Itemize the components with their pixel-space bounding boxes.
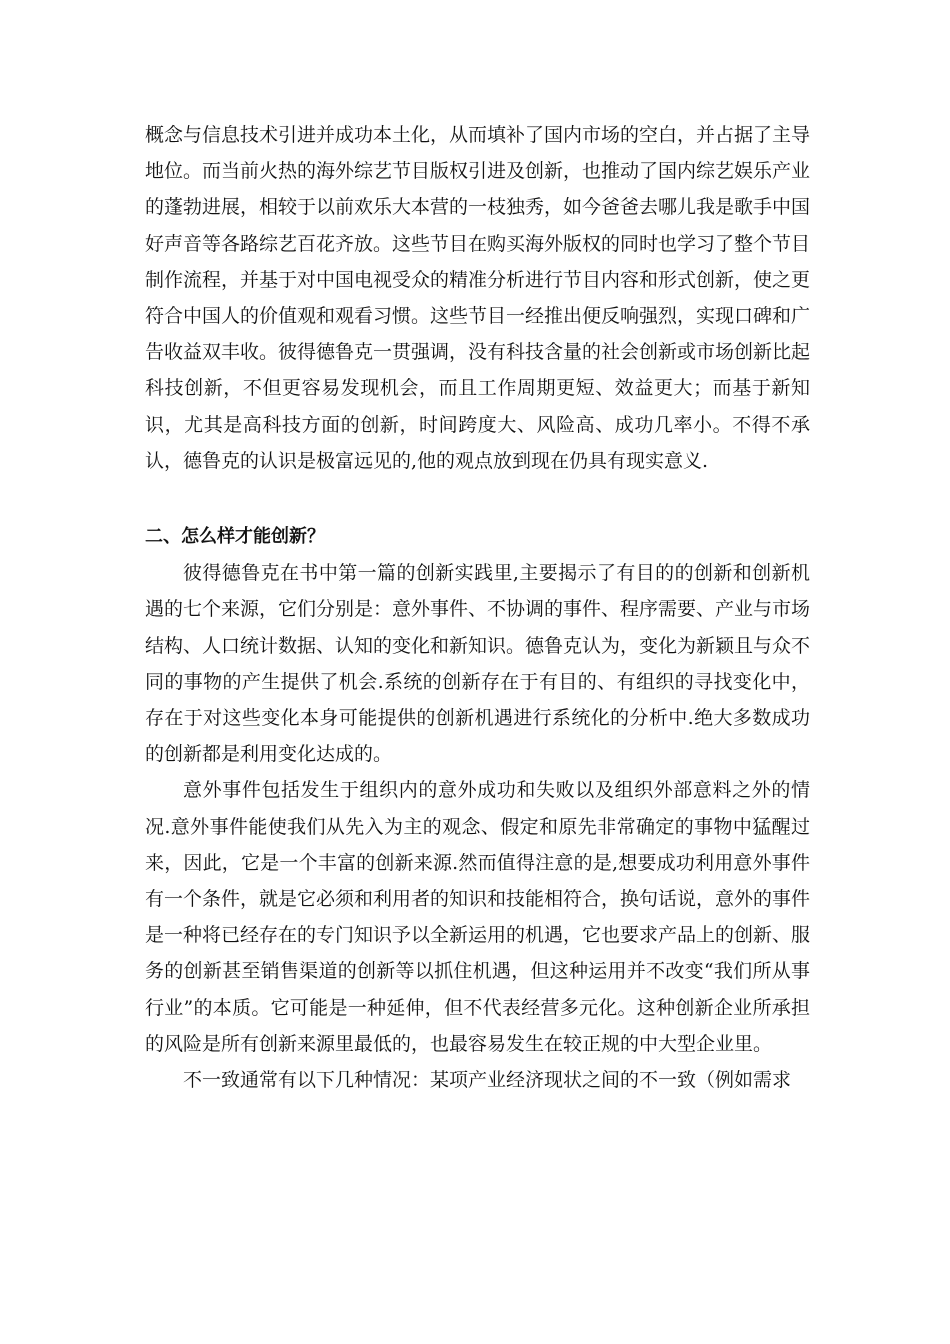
- paragraph-continued: 概念与信息技术引进并成功本土化，从而填补了国内市场的空白，并占据了主导地位。而当前火热的海外综艺节目版权引进及创新，也推动了国内综艺娱乐产业的蓬勃进展，相较于以前欢乐大本营的一枝独秀，如今爸爸去哪儿我是歌手中国好声音等各路综艺百花齐放。这些节目在购买海外版权的同时也学习了整个节目制作流程，并基于对中国电视受众的精准分析进行节目内容和形式创新，使之更符合中国人的价值观和观看习惯。这些节目一经推出便反响强烈，实现口碑和广告收益双丰收。彼得德鲁克一贯强调，没有科技含量的社会创新或市场创新比起科技创新，不但更容易发现机会，而且工作周期更短、效益更大；而基于新知识，尤其是高科技方面的创新，时间跨度大、风险高、成功几率小。不得不承认，德鲁克的认识是极富远见的,他的观点放到现在仍具有现实意义.: [145, 124, 811, 472]
- paragraph-unexpected-events: 意外事件包括发生于组织内的意外成功和失败以及组织外部意料之外的情况.意外事件能使我们从先入为主的观念、假定和原先非常确定的事物中猛醒过来，因此，它是一个丰富的创新来源.然而值得注意的是,想要成功利用意外事件有一个条件，就是它必须和利用者的知识和技能相符合，换句话说，意外的事件是一种将已经存在的专门知识予以全新运用的机遇，它也要求产品上的创新、服务的创新甚至销售渠道的创新等以抓住机遇，但这种运用并不改变“我们所从事行业”的本质。它可能是一种延伸，但不代表经营多元化。这种创新企业所承担的风险是所有创新来源里最低的，也最容易发生在较正规的中大型企业里。: [145, 779, 811, 1055]
- section-heading: 二、怎么样才能创新？: [145, 526, 325, 548]
- paragraph-incongruities: 不一致通常有以下几种情况：某项产业经济现状之间的不一致（例如需求: [183, 1069, 792, 1092]
- paragraph-innovation-sources: 彼得德鲁克在书中第一篇的创新实践里,主要揭示了有目的的创新和创新机遇的七个来源，它们分别是：意外事件、不协调的事件、程序需要、产业与市场结构、人口统计数据、认知的变化和新知识。德鲁克认为，变化为新颖且与众不同的事物的产生提供了机会.系统的创新存在于有目的、有组织的寻找变化中，存在于对这些变化本身可能提供的创新机遇进行系统化的分析中.绝大多数成功的创新都是利用变化达成的。: [145, 562, 811, 766]
- document-page: [145, 117, 810, 1098]
